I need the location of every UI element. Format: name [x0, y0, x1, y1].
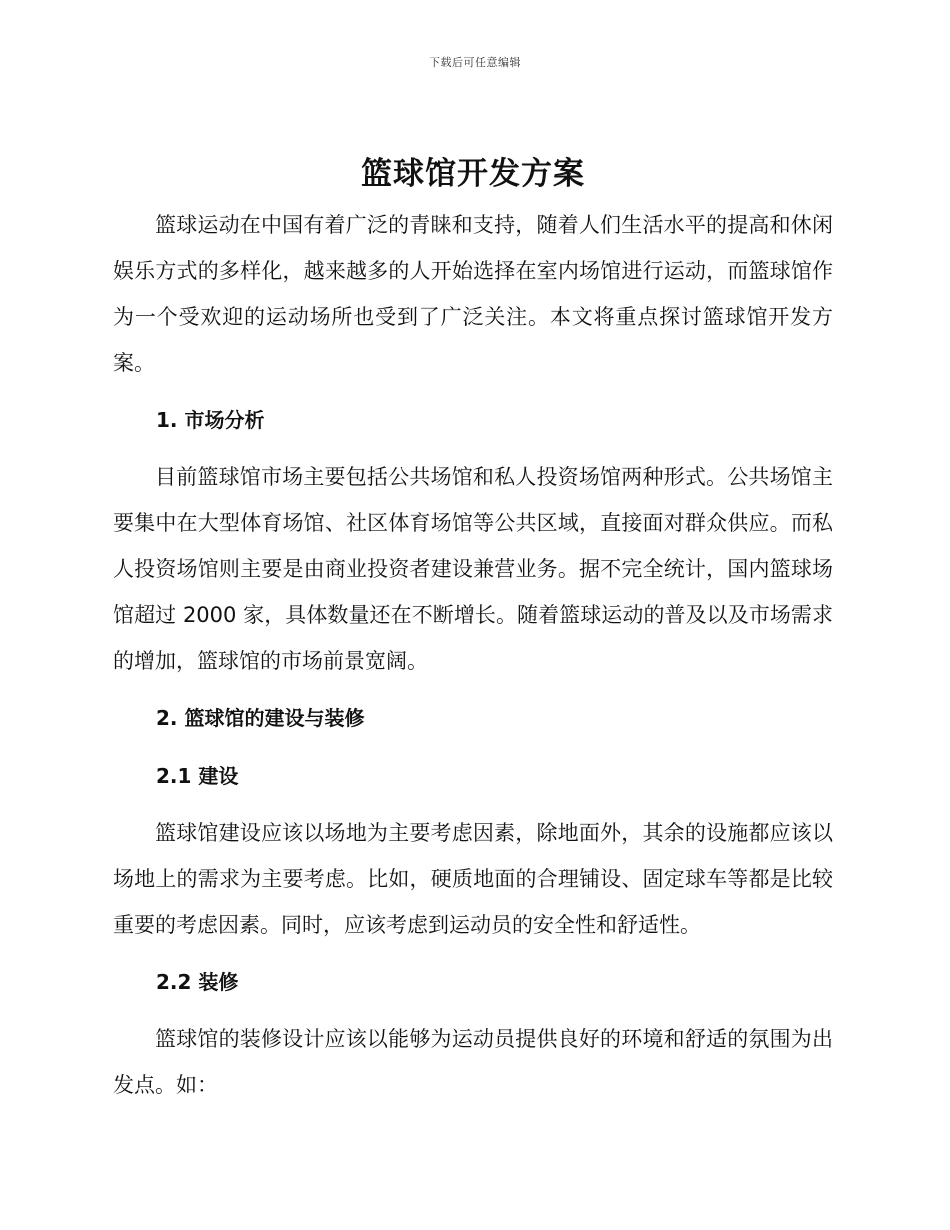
header-note: 下载后可任意编辑: [429, 56, 521, 69]
document-title: 篮球馆开发方案: [361, 156, 585, 192]
spacer: [113, 948, 833, 958]
section-heading-construction-decoration: 2. 篮球馆的建设与装修: [156, 706, 365, 730]
subsection-heading-decoration: 2.2 装修: [156, 970, 239, 994]
spacer: [113, 386, 833, 396]
subsection-heading-construction: 2.1 建设: [156, 764, 239, 788]
spacer: [113, 444, 833, 454]
decoration-paragraph: 篮球馆的装修设计应该以能够为运动员提供良好的环境和舒适的氛围为出发点。如：: [113, 1027, 833, 1097]
spacer: [113, 1006, 833, 1016]
spacer: [113, 800, 833, 810]
spacer: [113, 742, 833, 752]
document-body: [113, 150, 833, 1108]
intro-paragraph: 篮球运动在中国有着广泛的青睐和支持，随着人们生活水平的提高和休闲娱乐方式的多样化，越来越多的人开始选择在室内场馆进行运动，而篮球馆作为一个受欢迎的运动场所也受到了广泛关注。本文将重点探讨篮球馆开发方案。: [113, 213, 833, 375]
market-paragraph: 目前篮球馆市场主要包括公共场馆和私人投资场馆两种形式。公共场馆主要集中在大型体育场馆、社区体育场馆等公共区域，直接面对群众供应。而私人投资场馆则主要是由商业投资者建设兼营业务。据不完全统计，国内篮球场馆超过 2000 家，具体数量还在不断增长。随着篮球运动的普及以及市场需求的增加，篮球馆的市场前景宽阔。: [113, 465, 833, 673]
spacer: [113, 684, 833, 694]
construction-paragraph: 篮球馆建设应该以场地为主要考虑因素，除地面外，其余的设施都应该以场地上的需求为主要考虑。比如，硬质地面的合理铺设、固定球车等都是比较重要的考虑因素。同时，应该考虑到运动员的安全性和舒适性。: [113, 821, 833, 937]
section-heading-market: 1. 市场分析: [156, 408, 265, 432]
